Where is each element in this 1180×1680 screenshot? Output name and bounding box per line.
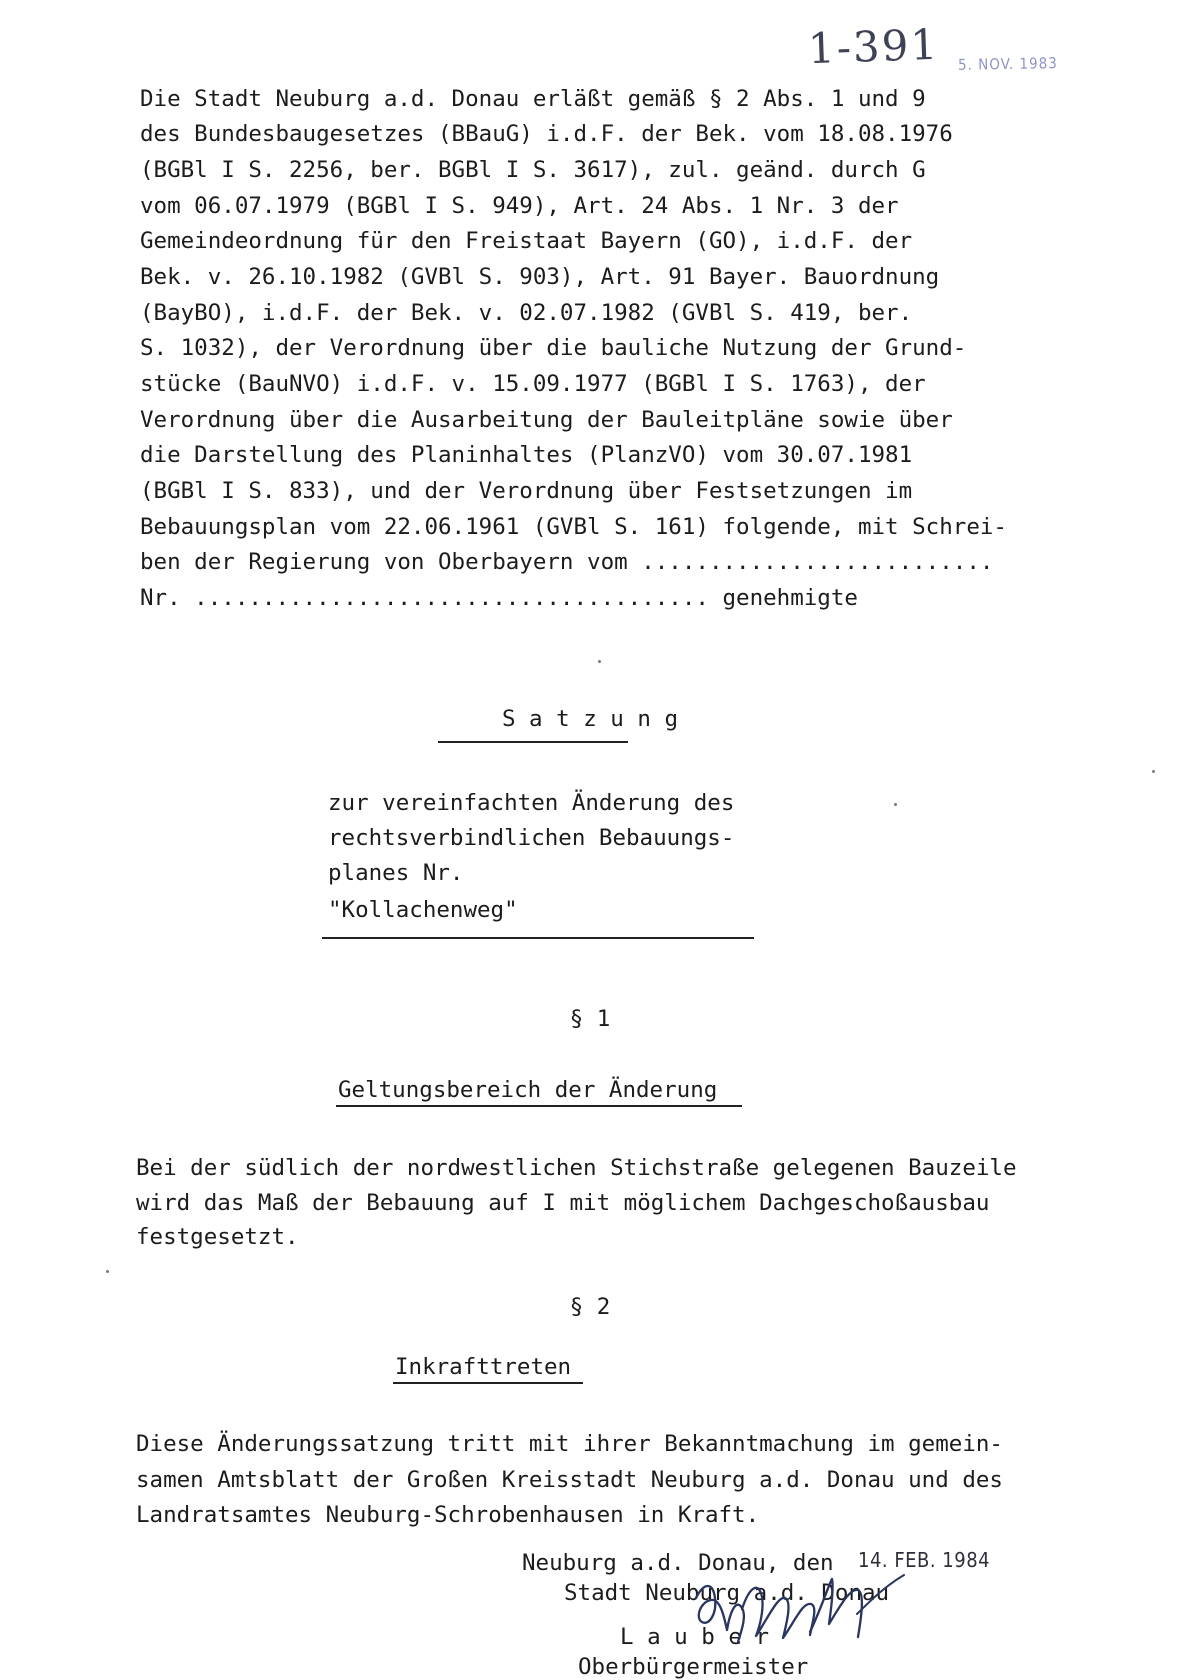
scan-mark (598, 660, 601, 663)
signature-date-stamp: 14. FEB. 1984 (858, 1548, 991, 1572)
intro-line: Bebauungsplan vom 22.06.1961 (GVBl S. 161) folgende, mit Schrei- (140, 514, 1007, 540)
section-heading-underline (393, 1382, 583, 1384)
description-line: zur vereinfachten Änderung des (328, 790, 735, 816)
section-text-line: festgesetzt. (136, 1224, 299, 1250)
intro-line: Die Stadt Neuburg a.d. Donau erläßt gemäß § 2 Abs. 1 und 9 (140, 86, 926, 112)
section-heading-underline (336, 1105, 742, 1107)
intro-line: (BGBl I S. 2256, ber. BGBl I S. 3617), zul. geänd. durch G (140, 157, 926, 183)
description-underline (322, 937, 754, 939)
section-number: § 2 (569, 1294, 611, 1320)
section-text-line: Bei der südlich der nordwestlichen Stichstraße gelegenen Bauzeile (136, 1155, 1017, 1181)
section-text-line: wird das Maß der Bebauung auf I mit möglichem Dachgeschoßausbau (136, 1190, 990, 1216)
intro-line: vom 06.07.1979 (BGBl I S. 949), Art. 24 Abs. 1 Nr. 3 der (140, 193, 899, 219)
intro-line: Nr. ...................................... genehmigte (140, 585, 858, 611)
signature-place-line: Neuburg a.d. Donau, den (522, 1550, 834, 1576)
handwritten-reference-note: 1-391 (807, 19, 940, 74)
section-number: § 1 (569, 1006, 611, 1032)
scan-mark (106, 1270, 109, 1273)
handwritten-signature (680, 1540, 930, 1650)
scan-mark (894, 803, 897, 806)
intro-line: Gemeindeordnung für den Freistaat Bayern (GO), i.d.F. der (140, 228, 913, 254)
intro-line: Bek. v. 26.10.1982 (GVBl S. 903), Art. 91 Bayer. Bauordnung (140, 264, 940, 290)
signature-authority: Stadt Neuburg a.d. Donau (564, 1580, 890, 1606)
section-text-line: Diese Änderungssatzung tritt mit ihrer Bekanntmachung im gemein- (136, 1431, 1003, 1457)
intro-line: S. 1032), der Verordnung über die bauliche Nutzung der Grund- (140, 335, 967, 361)
document-title: S a t z u n g (501, 706, 679, 732)
description-line: rechtsverbindlichen Bebauungs- (328, 825, 735, 851)
intro-line: stücke (BauNVO) i.d.F. v. 15.09.1977 (BGBl I S. 1763), der (140, 371, 926, 397)
section-text-line: samen Amtsblatt der Großen Kreisstadt Neuburg a.d. Donau und des (136, 1467, 1003, 1493)
intro-line: die Darstellung des Planinhaltes (PlanzVO) vom 30.07.1981 (140, 442, 913, 468)
section-heading: Inkrafttreten (395, 1354, 572, 1380)
scan-mark (1152, 770, 1155, 773)
intro-line: (BayBO), i.d.F. der Bek. v. 02.07.1982 (GVBl S. 419, ber. (140, 300, 913, 326)
signatory-role: Oberbürgermeister (578, 1654, 809, 1680)
intro-line: (BGBl I S. 833), und der Verordnung über Festsetzungen im (140, 478, 913, 504)
received-date-stamp: 5. NOV. 1983 (957, 54, 1058, 74)
intro-line: Verordnung über die Ausarbeitung der Bauleitpläne sowie über (140, 407, 953, 433)
title-underline (438, 741, 628, 743)
signatory-name: L a u b e r (620, 1624, 770, 1650)
description-line: planes Nr. (328, 860, 464, 886)
section-heading: Geltungsbereich der Änderung (338, 1077, 718, 1103)
description-line: "Kollachenweg" (328, 897, 518, 923)
intro-line: ben der Regierung von Oberbayern vom .......................... (140, 549, 994, 575)
intro-line: des Bundesbaugesetzes (BBauG) i.d.F. der Bek. vom 18.08.1976 (140, 121, 953, 147)
section-text-line: Landratsamtes Neuburg-Schrobenhausen in Kraft. (136, 1502, 760, 1528)
